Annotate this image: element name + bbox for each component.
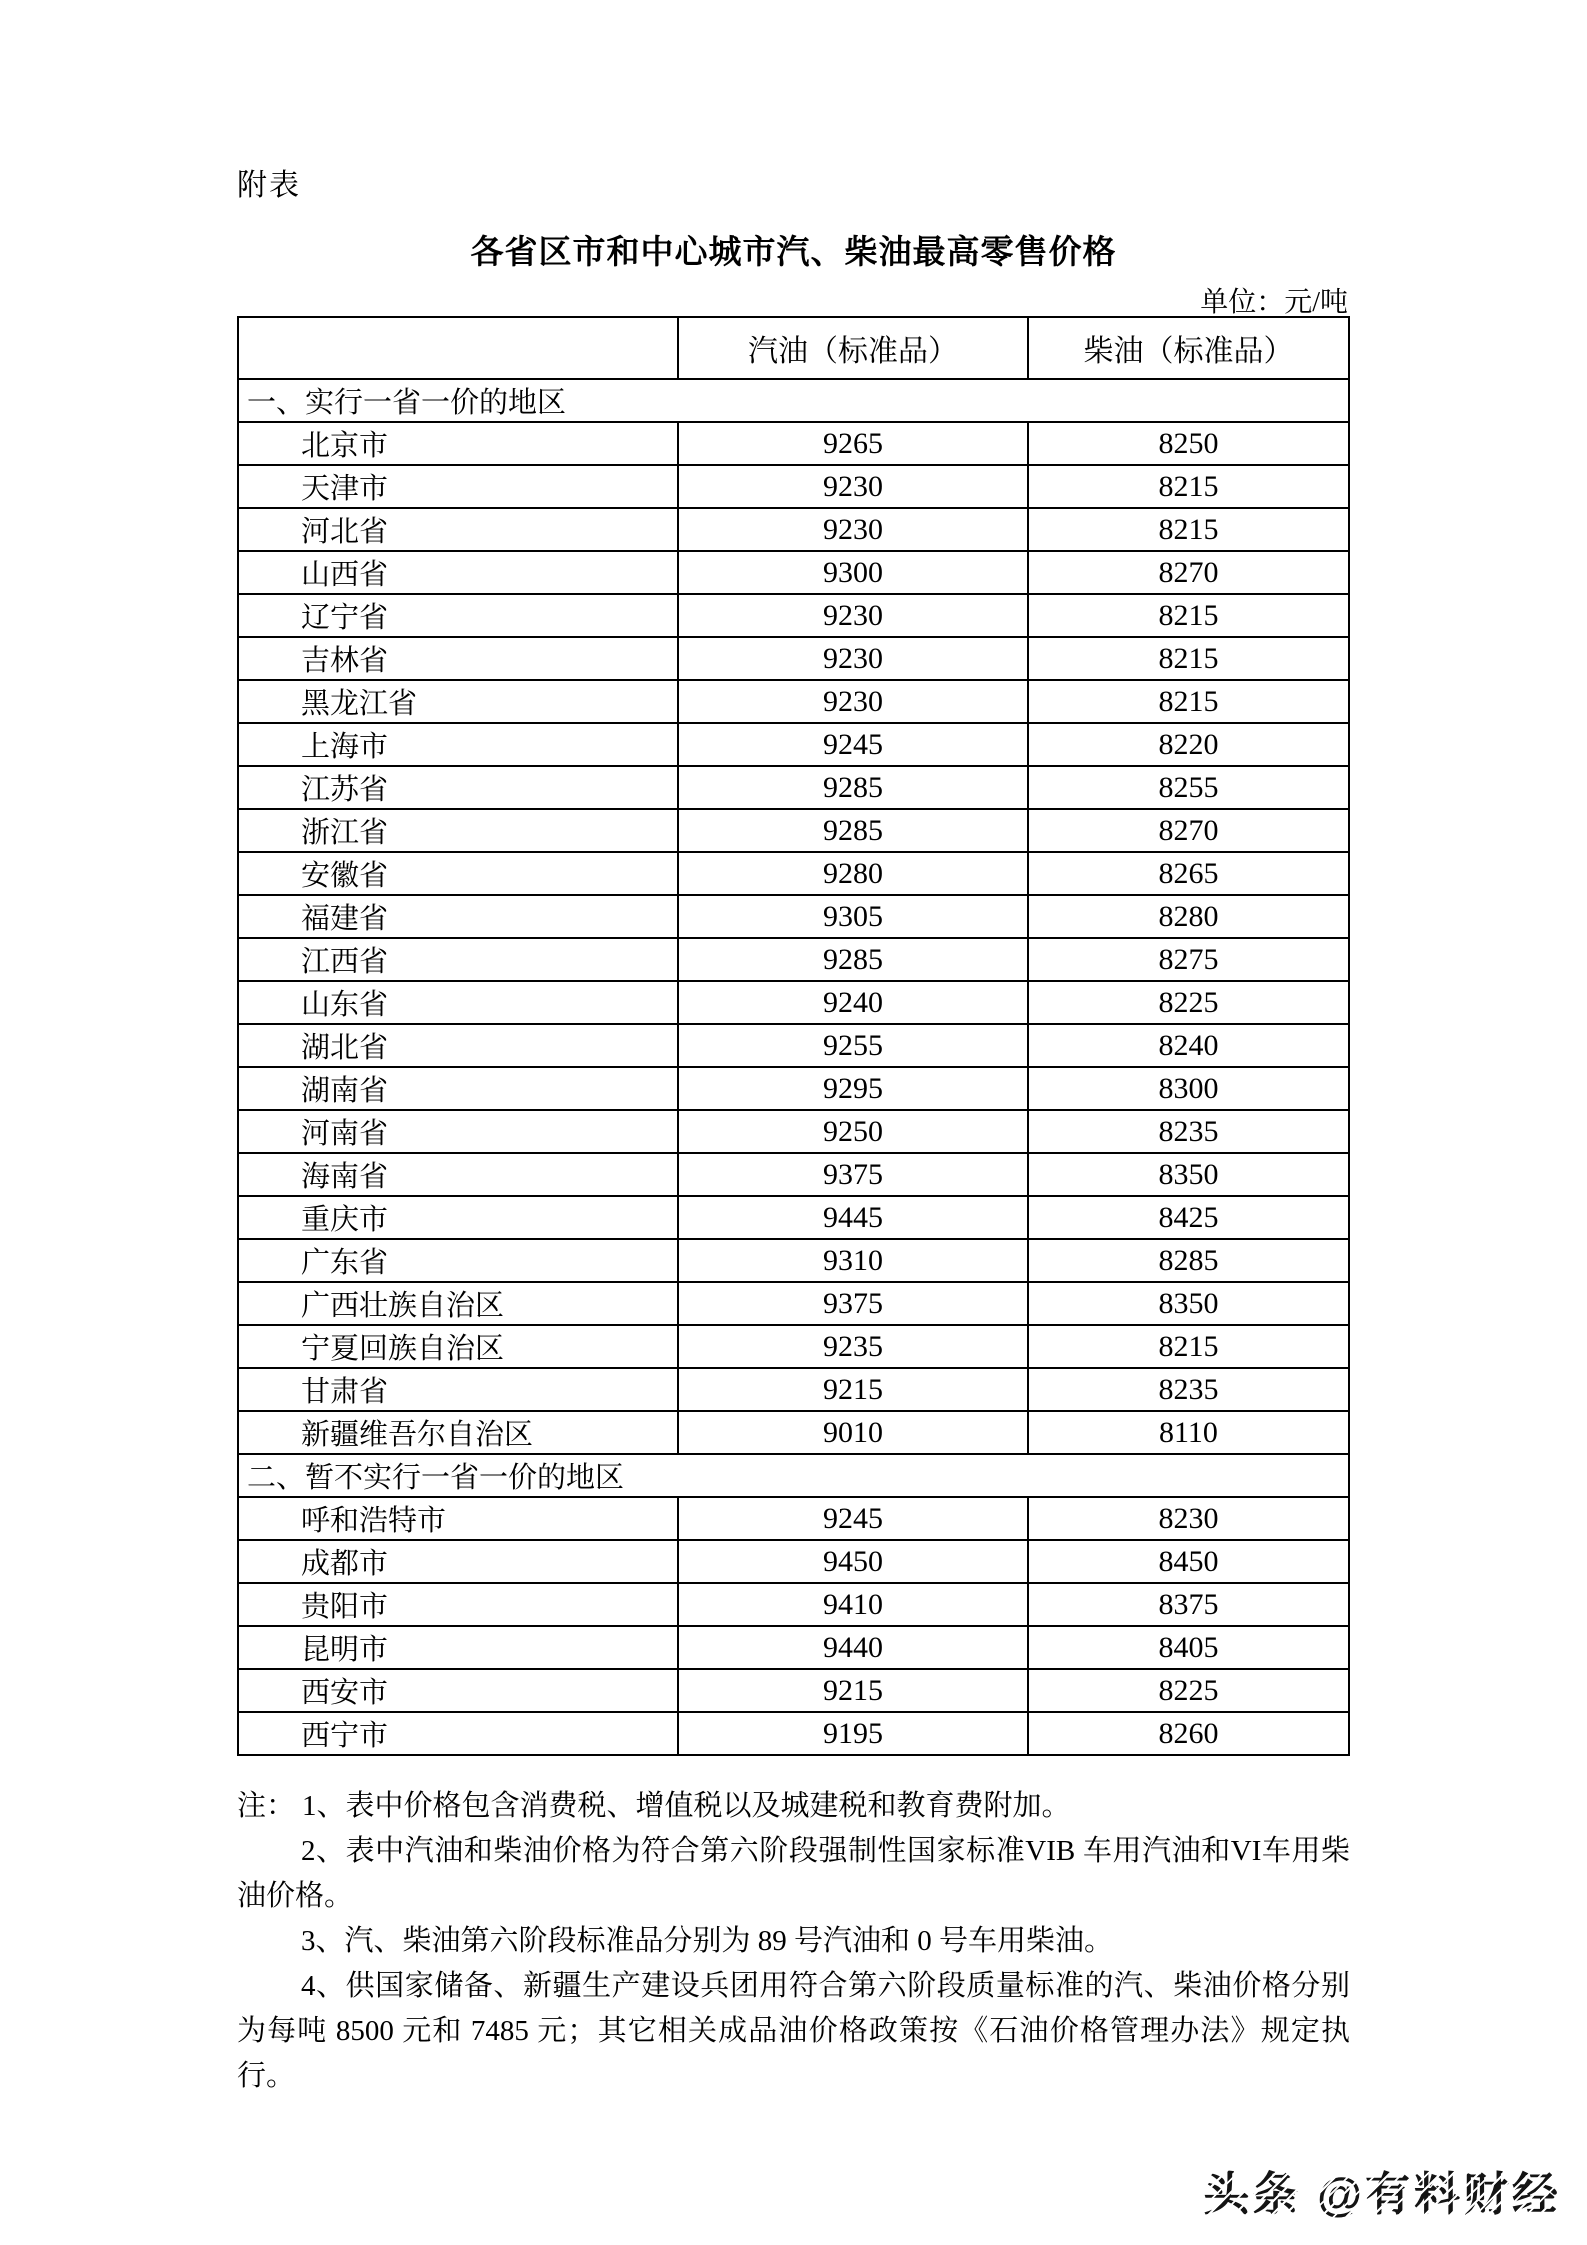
region-cell: 宁夏回族自治区: [238, 1325, 678, 1368]
region-cell: 江西省: [238, 938, 678, 981]
table-row: [238, 1067, 1349, 1110]
diesel-price-cell: 8240: [1028, 1024, 1349, 1067]
region-cell: 吉林省: [238, 637, 678, 680]
gasoline-price-cell: 9285: [678, 938, 1028, 981]
table-row: [238, 422, 1349, 465]
note-item-2: 2、表中汽油和柴油价格为符合第六阶段强制性国家标准VIB 车用汽油和VI车用柴油价格。: [237, 1835, 1350, 1912]
table-row: [238, 852, 1349, 895]
region-cell: 广东省: [238, 1239, 678, 1282]
gasoline-price-cell: 9240: [678, 981, 1028, 1024]
gasoline-price-cell: 9195: [678, 1712, 1028, 1755]
gasoline-price-cell: 9245: [678, 1497, 1028, 1540]
region-cell: 福建省: [238, 895, 678, 938]
region-cell: 甘肃省: [238, 1368, 678, 1411]
region-cell: 黑龙江省: [238, 680, 678, 723]
header-diesel-cell: 柴油（标准品）: [1028, 317, 1349, 379]
table-row: [238, 1540, 1349, 1583]
table-row: [238, 1110, 1349, 1153]
table-row: [238, 1669, 1349, 1712]
region-cell: 西安市: [238, 1669, 678, 1712]
table-header-row: [238, 317, 1349, 379]
gasoline-price-cell: 9280: [678, 852, 1028, 895]
watermark-text: 头条 @有料财经: [1203, 2158, 1561, 2224]
region-cell: 成都市: [238, 1540, 678, 1583]
table-row: [238, 723, 1349, 766]
diesel-price-cell: 8265: [1028, 852, 1349, 895]
gasoline-price-cell: 9300: [678, 551, 1028, 594]
table-row: [238, 594, 1349, 637]
diesel-price-cell: 8255: [1028, 766, 1349, 809]
diesel-price-cell: 8215: [1028, 508, 1349, 551]
diesel-price-cell: 8215: [1028, 594, 1349, 637]
gasoline-price-cell: 9230: [678, 680, 1028, 723]
diesel-price-cell: 8405: [1028, 1626, 1349, 1669]
table-row: [238, 766, 1349, 809]
gasoline-price-cell: 9440: [678, 1626, 1028, 1669]
table-row: [238, 895, 1349, 938]
region-cell: 昆明市: [238, 1626, 678, 1669]
diesel-price-cell: 8225: [1028, 981, 1349, 1024]
table-row: [238, 551, 1349, 594]
region-cell: 重庆市: [238, 1196, 678, 1239]
region-cell: 辽宁省: [238, 594, 678, 637]
diesel-price-cell: 8215: [1028, 680, 1349, 723]
section-header-row: [238, 1454, 1349, 1497]
section-header-row: [238, 379, 1349, 422]
gasoline-price-cell: 9215: [678, 1368, 1028, 1411]
gasoline-price-cell: 9230: [678, 465, 1028, 508]
region-cell: 贵阳市: [238, 1583, 678, 1626]
gasoline-price-cell: 9230: [678, 637, 1028, 680]
gasoline-price-cell: 9265: [678, 422, 1028, 465]
gasoline-price-cell: 9450: [678, 1540, 1028, 1583]
diesel-price-cell: 8215: [1028, 465, 1349, 508]
region-cell: 天津市: [238, 465, 678, 508]
page-title: 各省区市和中心城市汽、柴油最高零售价格: [470, 233, 1117, 270]
region-cell: 湖南省: [238, 1067, 678, 1110]
gasoline-price-cell: 9445: [678, 1196, 1028, 1239]
diesel-price-cell: 8425: [1028, 1196, 1349, 1239]
table-row: [238, 637, 1349, 680]
gasoline-price-cell: 9215: [678, 1669, 1028, 1712]
attachment-label: 附表: [237, 169, 301, 202]
region-cell: 山西省: [238, 551, 678, 594]
diesel-price-cell: 8230: [1028, 1497, 1349, 1540]
gasoline-price-cell: 9375: [678, 1153, 1028, 1196]
table-row: [238, 1153, 1349, 1196]
diesel-price-cell: 8250: [1028, 422, 1349, 465]
table-row: [238, 938, 1349, 981]
table-row: [238, 508, 1349, 551]
table-row: [238, 1712, 1349, 1755]
table-row: [238, 1239, 1349, 1282]
gasoline-price-cell: 9235: [678, 1325, 1028, 1368]
region-cell: 新疆维吾尔自治区: [238, 1411, 678, 1454]
gasoline-price-cell: 9285: [678, 766, 1028, 809]
diesel-price-cell: 8225: [1028, 1669, 1349, 1712]
notes-section: [237, 1784, 1350, 2099]
region-cell: 山东省: [238, 981, 678, 1024]
gasoline-price-cell: 9245: [678, 723, 1028, 766]
price-table: [237, 316, 1350, 1756]
table-row: [238, 1497, 1349, 1540]
diesel-price-cell: 8450: [1028, 1540, 1349, 1583]
region-cell: 海南省: [238, 1153, 678, 1196]
region-cell: 湖北省: [238, 1024, 678, 1067]
diesel-price-cell: 8215: [1028, 1325, 1349, 1368]
table-row: [238, 680, 1349, 723]
region-cell: 江苏省: [238, 766, 678, 809]
unit-label: 单位：元/吨: [1200, 287, 1348, 318]
note-item-1: [237, 1784, 1350, 1829]
diesel-price-cell: 8110: [1028, 1411, 1349, 1454]
diesel-price-cell: 8220: [1028, 723, 1349, 766]
region-cell: 安徽省: [238, 852, 678, 895]
diesel-price-cell: 8235: [1028, 1110, 1349, 1153]
diesel-price-cell: 8260: [1028, 1712, 1349, 1755]
gasoline-price-cell: 9010: [678, 1411, 1028, 1454]
region-cell: 河北省: [238, 508, 678, 551]
region-cell: 上海市: [238, 723, 678, 766]
gasoline-price-cell: 9410: [678, 1583, 1028, 1626]
table-row: [238, 1282, 1349, 1325]
table-row: [238, 1626, 1349, 1669]
section-header-cell: 二、暂不实行一省一价的地区: [238, 1454, 1349, 1497]
gasoline-price-cell: 9375: [678, 1282, 1028, 1325]
section-header-cell: 一、实行一省一价的地区: [238, 379, 1349, 422]
diesel-price-cell: 8350: [1028, 1153, 1349, 1196]
note-item-4: 4、供国家储备、新疆生产建设兵团用符合第六阶段质量标准的汽、柴油价格分别为每吨 8500 元和 7485 元；其它相关成品油价格政策按《石油价格管理办法》规定执行。: [237, 1970, 1350, 2092]
diesel-price-cell: 8350: [1028, 1282, 1349, 1325]
diesel-price-cell: 8275: [1028, 938, 1349, 981]
header-gasoline-cell: 汽油（标准品）: [678, 317, 1028, 379]
region-cell: 浙江省: [238, 809, 678, 852]
gasoline-price-cell: 9285: [678, 809, 1028, 852]
diesel-price-cell: 8285: [1028, 1239, 1349, 1282]
table-row: [238, 1196, 1349, 1239]
gasoline-price-cell: 9295: [678, 1067, 1028, 1110]
diesel-price-cell: 8375: [1028, 1583, 1349, 1626]
table-row: [238, 1024, 1349, 1067]
diesel-price-cell: 8270: [1028, 809, 1349, 852]
diesel-price-cell: 8280: [1028, 895, 1349, 938]
diesel-price-cell: 8235: [1028, 1368, 1349, 1411]
notes-label: 注：: [237, 1790, 296, 1822]
gasoline-price-cell: 9310: [678, 1239, 1028, 1282]
gasoline-price-cell: 9250: [678, 1110, 1028, 1153]
header-region-cell: [238, 317, 678, 379]
region-cell: 北京市: [238, 422, 678, 465]
region-cell: 河南省: [238, 1110, 678, 1153]
table-row: [238, 1583, 1349, 1626]
diesel-price-cell: 8300: [1028, 1067, 1349, 1110]
table-row: [238, 1411, 1349, 1454]
table-row: [238, 809, 1349, 852]
gasoline-price-cell: 9255: [678, 1024, 1028, 1067]
table-row: [238, 1325, 1349, 1368]
region-cell: 西宁市: [238, 1712, 678, 1755]
note-text-1: 1、表中价格包含消费税、增值税以及城建税和教育费附加。: [302, 1790, 1071, 1822]
region-cell: 呼和浩特市: [238, 1497, 678, 1540]
gasoline-price-cell: 9230: [678, 508, 1028, 551]
table-row: [238, 981, 1349, 1024]
gasoline-price-cell: 9230: [678, 594, 1028, 637]
table-row: [238, 1368, 1349, 1411]
region-cell: 广西壮族自治区: [238, 1282, 678, 1325]
diesel-price-cell: 8270: [1028, 551, 1349, 594]
note-item-3: 3、汽、柴油第六阶段标准品分别为 89 号汽油和 0 号车用柴油。: [301, 1925, 1114, 1957]
table-row: [238, 465, 1349, 508]
gasoline-price-cell: 9305: [678, 895, 1028, 938]
diesel-price-cell: 8215: [1028, 637, 1349, 680]
